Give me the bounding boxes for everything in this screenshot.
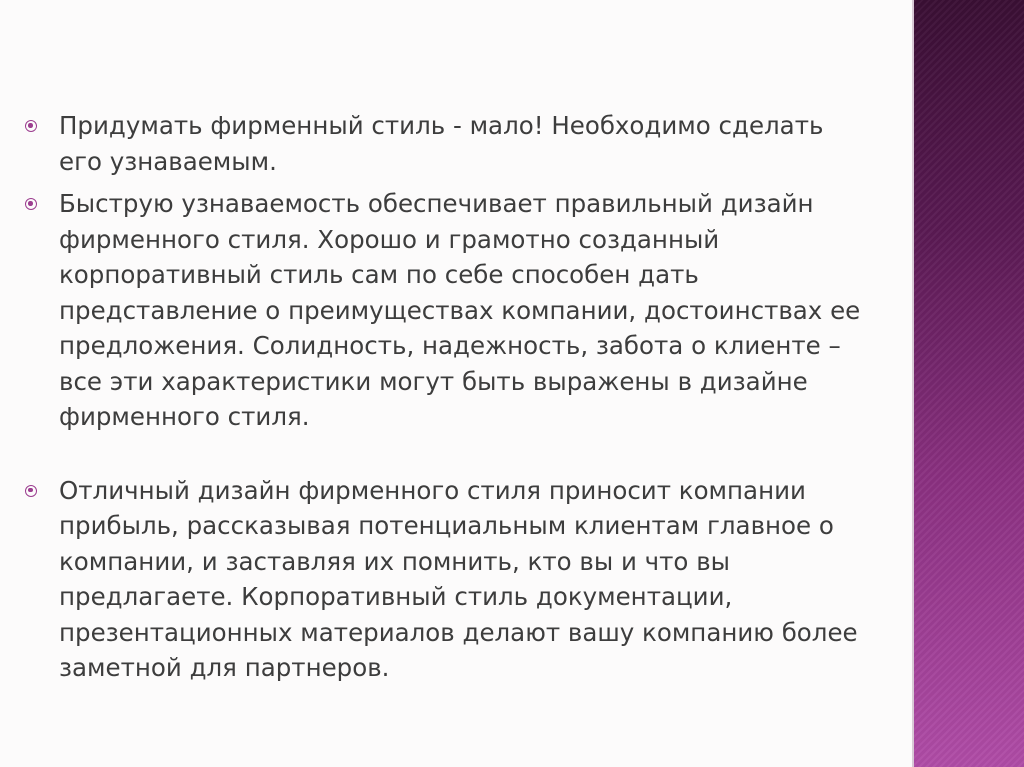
bullet-line: Быструю узнаваемость обеспечивает правильный дизайн [59,189,814,218]
bullet-item [25,186,880,435]
bullet-line: фирменного стиля. Хорошо и грамотно созданный [59,224,720,254]
circle-dot-bullet-icon [25,120,37,132]
circle-dot-bullet-icon [25,198,37,210]
bullet-line: прибыль, рассказывая потенциальным клиентам главное о [59,511,834,540]
bullet-item [25,108,880,179]
bullet-line: его узнаваемым. [59,146,277,176]
bullet-line: фирменного стиля. [59,402,310,431]
bullet-line: предлагаете. Корпоративный стиль документации, [59,582,733,611]
circle-dot-bullet-icon [25,485,37,497]
bullet-line: Придумать фирменный стиль - мало! Необходимо сделать [59,111,824,140]
bullet-line: Отличный дизайн фирменного стиля приносит компании [59,475,806,505]
bullet-line: презентационных материалов делают вашу компанию более [59,617,858,647]
bullet-line: все эти характеристики могут быть выражены в дизайне [59,366,808,396]
bullet-line: компании, и заставляя их помнить, кто вы и что вы [59,546,730,576]
bullet-list [25,108,880,686]
bullet-line: предложения. Солидность, надежность, забота о клиенте – [59,331,841,360]
bullet-line: представление о преимуществах компании, достоинствах ее [59,295,861,325]
bullet-line: корпоративный стиль сам по себе способен дать [59,260,699,289]
decorative-side-band [914,0,1024,767]
bullet-item [25,473,880,686]
bullet-line: заметной для партнеров. [59,653,390,682]
